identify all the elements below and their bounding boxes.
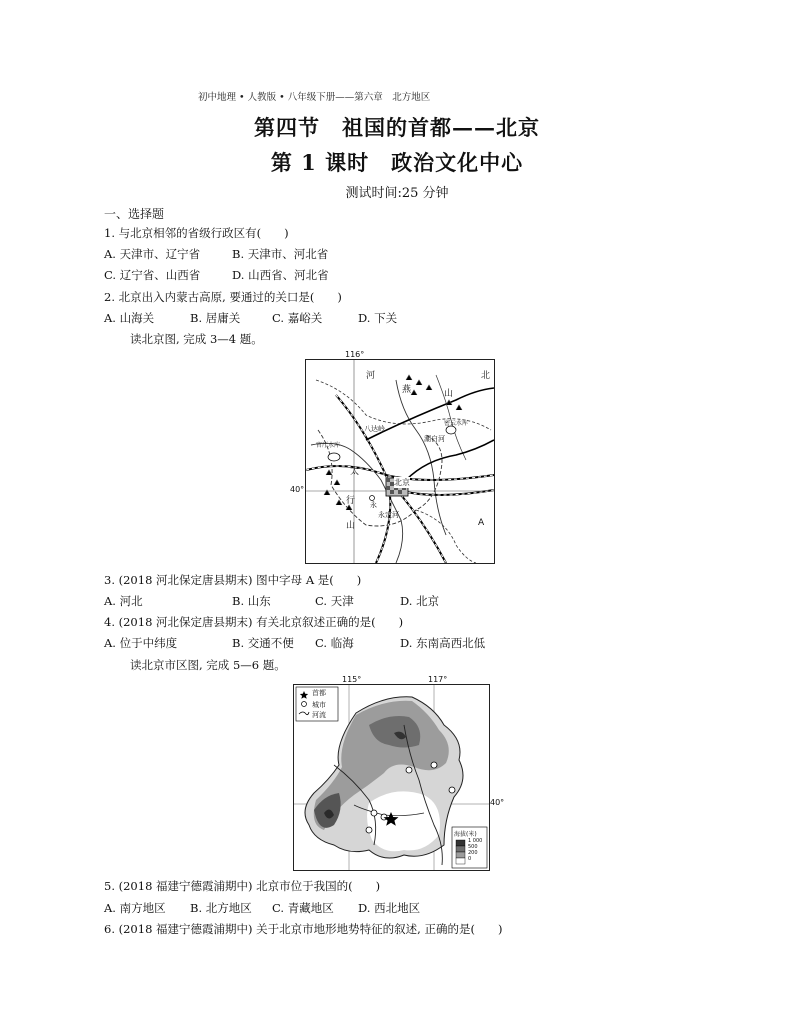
- intro-map-2: 读北京市区图, 完成 5—6 题。: [130, 658, 286, 672]
- q1-option-d[interactable]: D. 山西省、河北省: [232, 268, 329, 282]
- map1-label-miyun: 密云水库: [444, 420, 469, 427]
- question-2: 2. 北京出入内蒙古高原, 要通过的关口是( ): [104, 290, 342, 304]
- map1-label-yongding: 永定河: [378, 511, 399, 519]
- map1-label-yong: 永: [370, 501, 377, 509]
- q1-option-b[interactable]: B. 天津市、河北省: [232, 247, 329, 261]
- question-6: 6. (2018 福建宁德霞浦期中) 关于北京市地形地势特征的叙述, 正确的是( ): [104, 922, 503, 936]
- map1-label-shan2: 山: [346, 521, 356, 531]
- test-time: 测试时间:25 分钟: [345, 186, 449, 201]
- q5-option-b[interactable]: B. 北方地区: [190, 901, 252, 915]
- q3-option-b[interactable]: B. 山东: [232, 594, 271, 608]
- map1-longitude: 116°: [345, 350, 365, 359]
- q4-option-c[interactable]: C. 临海: [315, 636, 354, 650]
- section-title: 第四节 祖国的首都——北京: [254, 115, 540, 140]
- question-1: 1. 与北京相邻的省级行政区有( ): [104, 226, 289, 240]
- q3-option-d[interactable]: D. 北京: [400, 594, 440, 608]
- intro-map-1: 读北京图, 完成 3—4 题。: [130, 332, 263, 346]
- map1-label-a: A: [478, 518, 485, 528]
- map1-label-chaobai: 潮白河: [424, 435, 445, 443]
- q5-option-d[interactable]: D. 西北地区: [358, 901, 421, 915]
- map2-latitude: 40°: [490, 798, 505, 807]
- q2-option-b[interactable]: B. 居庸关: [190, 311, 241, 325]
- lesson-title: 第 1 课时 政治文化中心: [270, 150, 524, 175]
- map1-label-he: 河: [366, 371, 376, 381]
- q1-option-a[interactable]: A. 天津市、辽宁省: [104, 247, 201, 261]
- q5-option-c[interactable]: C. 青藏地区: [272, 901, 334, 915]
- map1-label-guanting: 官厅水库: [316, 442, 341, 449]
- map1-label-bei: 北: [481, 371, 491, 381]
- beijing-region-map: [305, 359, 495, 564]
- q4-option-b[interactable]: B. 交通不便: [232, 636, 294, 650]
- page-header: 初中地理 • 人教版 • 八年级下册——第六章 北方地区: [198, 92, 431, 103]
- q4-option-a[interactable]: A. 位于中纬度: [104, 636, 178, 650]
- map2-elev-0: 0: [468, 856, 472, 862]
- question-3: 3. (2018 河北保定唐县期末) 图中字母 A 是( ): [104, 573, 362, 587]
- map2-longitude-117: 117°: [428, 675, 448, 684]
- map1-latitude: 40°: [290, 485, 305, 494]
- map2-elev-200: 200: [468, 850, 478, 856]
- map1-label-tai: 太: [350, 467, 360, 477]
- q4-option-d[interactable]: D. 东南高西北低: [400, 636, 486, 650]
- map2-legend-river: 河流: [312, 711, 326, 719]
- map2-legend-capital: 首都: [312, 689, 326, 697]
- map2-legend-city: 城市: [312, 701, 326, 709]
- map2-elev-1000: 1 000: [468, 838, 483, 844]
- q2-option-d[interactable]: D. 下关: [358, 311, 398, 325]
- q2-option-c[interactable]: C. 嘉峪关: [272, 311, 323, 325]
- q3-option-c[interactable]: C. 天津: [315, 594, 354, 608]
- map2-elev-title: 海拔(米): [454, 831, 477, 838]
- map1-label-hang: 行: [346, 496, 356, 506]
- map2-elev-500: 500: [468, 844, 478, 850]
- q2-option-a[interactable]: A. 山海关: [104, 311, 155, 325]
- beijing-terrain-map: [293, 684, 490, 871]
- q5-option-a[interactable]: A. 南方地区: [104, 901, 166, 915]
- map1-label-yan: 燕: [402, 385, 412, 395]
- map1-label-shan: 山: [444, 389, 454, 399]
- map1-label-beijing: 北京: [394, 478, 410, 487]
- map1-label-badaling: 八达岭: [364, 425, 385, 433]
- question-4: 4. (2018 河北保定唐县期末) 有关北京叙述正确的是( ): [104, 615, 404, 629]
- section-heading: 一、选择题: [104, 207, 165, 221]
- q1-option-c[interactable]: C. 辽宁省、山西省: [104, 268, 201, 282]
- question-5: 5. (2018 福建宁德霞浦期中) 北京市位于我国的( ): [104, 879, 381, 893]
- q3-option-a[interactable]: A. 河北: [104, 594, 143, 608]
- map2-longitude-115: 115°: [342, 675, 362, 684]
